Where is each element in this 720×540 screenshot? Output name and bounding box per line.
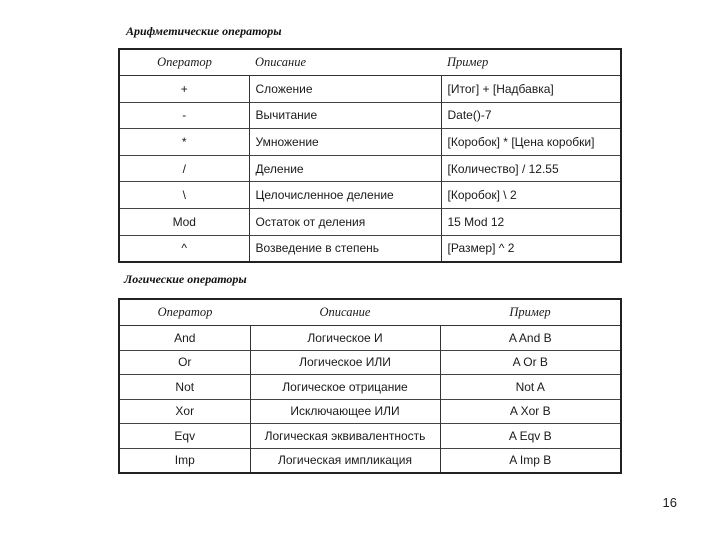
- operator-cell: Xor: [119, 399, 250, 424]
- header-operator: Оператор: [119, 299, 250, 326]
- example-cell: [Итог] + [Надбавка]: [441, 76, 621, 103]
- example-cell: Not A: [440, 375, 621, 400]
- operator-cell: Eqv: [119, 424, 250, 449]
- table-row: [119, 129, 621, 156]
- operator-cell: \: [119, 182, 249, 209]
- operator-cell: Imp: [119, 448, 250, 473]
- table-row: [119, 235, 621, 262]
- header-description: Описание: [250, 299, 440, 326]
- operator-cell: /: [119, 155, 249, 182]
- table-row: [119, 399, 621, 424]
- description-cell: Целочисленное деление: [249, 182, 441, 209]
- table-row: [119, 424, 621, 449]
- table-row: [119, 76, 621, 103]
- operator-cell: Or: [119, 350, 250, 375]
- header-description: Описание: [249, 49, 441, 76]
- description-cell: Сложение: [249, 76, 441, 103]
- header-operator: Оператор: [119, 49, 249, 76]
- page-number: 16: [662, 495, 677, 510]
- description-cell: Логическое отрицание: [250, 375, 440, 400]
- table-row: [119, 350, 621, 375]
- example-cell: A Xor B: [440, 399, 621, 424]
- example-cell: A Eqv B: [440, 424, 621, 449]
- example-cell: [Размер] ^ 2: [441, 235, 621, 262]
- description-cell: Остаток от деления: [249, 208, 441, 235]
- operator-cell: +: [119, 76, 249, 103]
- description-cell: Логическая эквивалентность: [250, 424, 440, 449]
- operator-cell: ^: [119, 235, 249, 262]
- table-row: [119, 448, 621, 473]
- logical-operators-table: [118, 298, 622, 474]
- description-cell: Логическое И: [250, 326, 440, 351]
- table-header-row: [119, 49, 621, 76]
- description-cell: Деление: [249, 155, 441, 182]
- example-cell: [Коробок] * [Цена коробки]: [441, 129, 621, 156]
- arithmetic-operators-table: [118, 48, 622, 263]
- example-cell: A And B: [440, 326, 621, 351]
- example-cell: A Or B: [440, 350, 621, 375]
- table-row: [119, 375, 621, 400]
- header-example: Пример: [440, 299, 621, 326]
- example-cell: Date()-7: [441, 102, 621, 129]
- example-cell: A Imp B: [440, 448, 621, 473]
- table-row: [119, 208, 621, 235]
- table-row: [119, 326, 621, 351]
- header-example: Пример: [441, 49, 621, 76]
- description-cell: Умножение: [249, 129, 441, 156]
- table-header-row: [119, 299, 621, 326]
- operator-cell: *: [119, 129, 249, 156]
- operator-cell: Not: [119, 375, 250, 400]
- table-row: [119, 182, 621, 209]
- logical-operators-heading: Логические операторы: [124, 272, 247, 286]
- description-cell: Логическое ИЛИ: [250, 350, 440, 375]
- example-cell: [Количество] / 12.55: [441, 155, 621, 182]
- description-cell: Исключающее ИЛИ: [250, 399, 440, 424]
- operator-cell: And: [119, 326, 250, 351]
- operator-cell: Mod: [119, 208, 249, 235]
- description-cell: Возведение в степень: [249, 235, 441, 262]
- description-cell: Логическая импликация: [250, 448, 440, 473]
- table-row: [119, 102, 621, 129]
- table-row: [119, 155, 621, 182]
- arithmetic-operators-heading: Арифметические операторы: [126, 24, 282, 38]
- operator-cell: -: [119, 102, 249, 129]
- example-cell: [Коробок] \ 2: [441, 182, 621, 209]
- example-cell: 15 Mod 12: [441, 208, 621, 235]
- description-cell: Вычитание: [249, 102, 441, 129]
